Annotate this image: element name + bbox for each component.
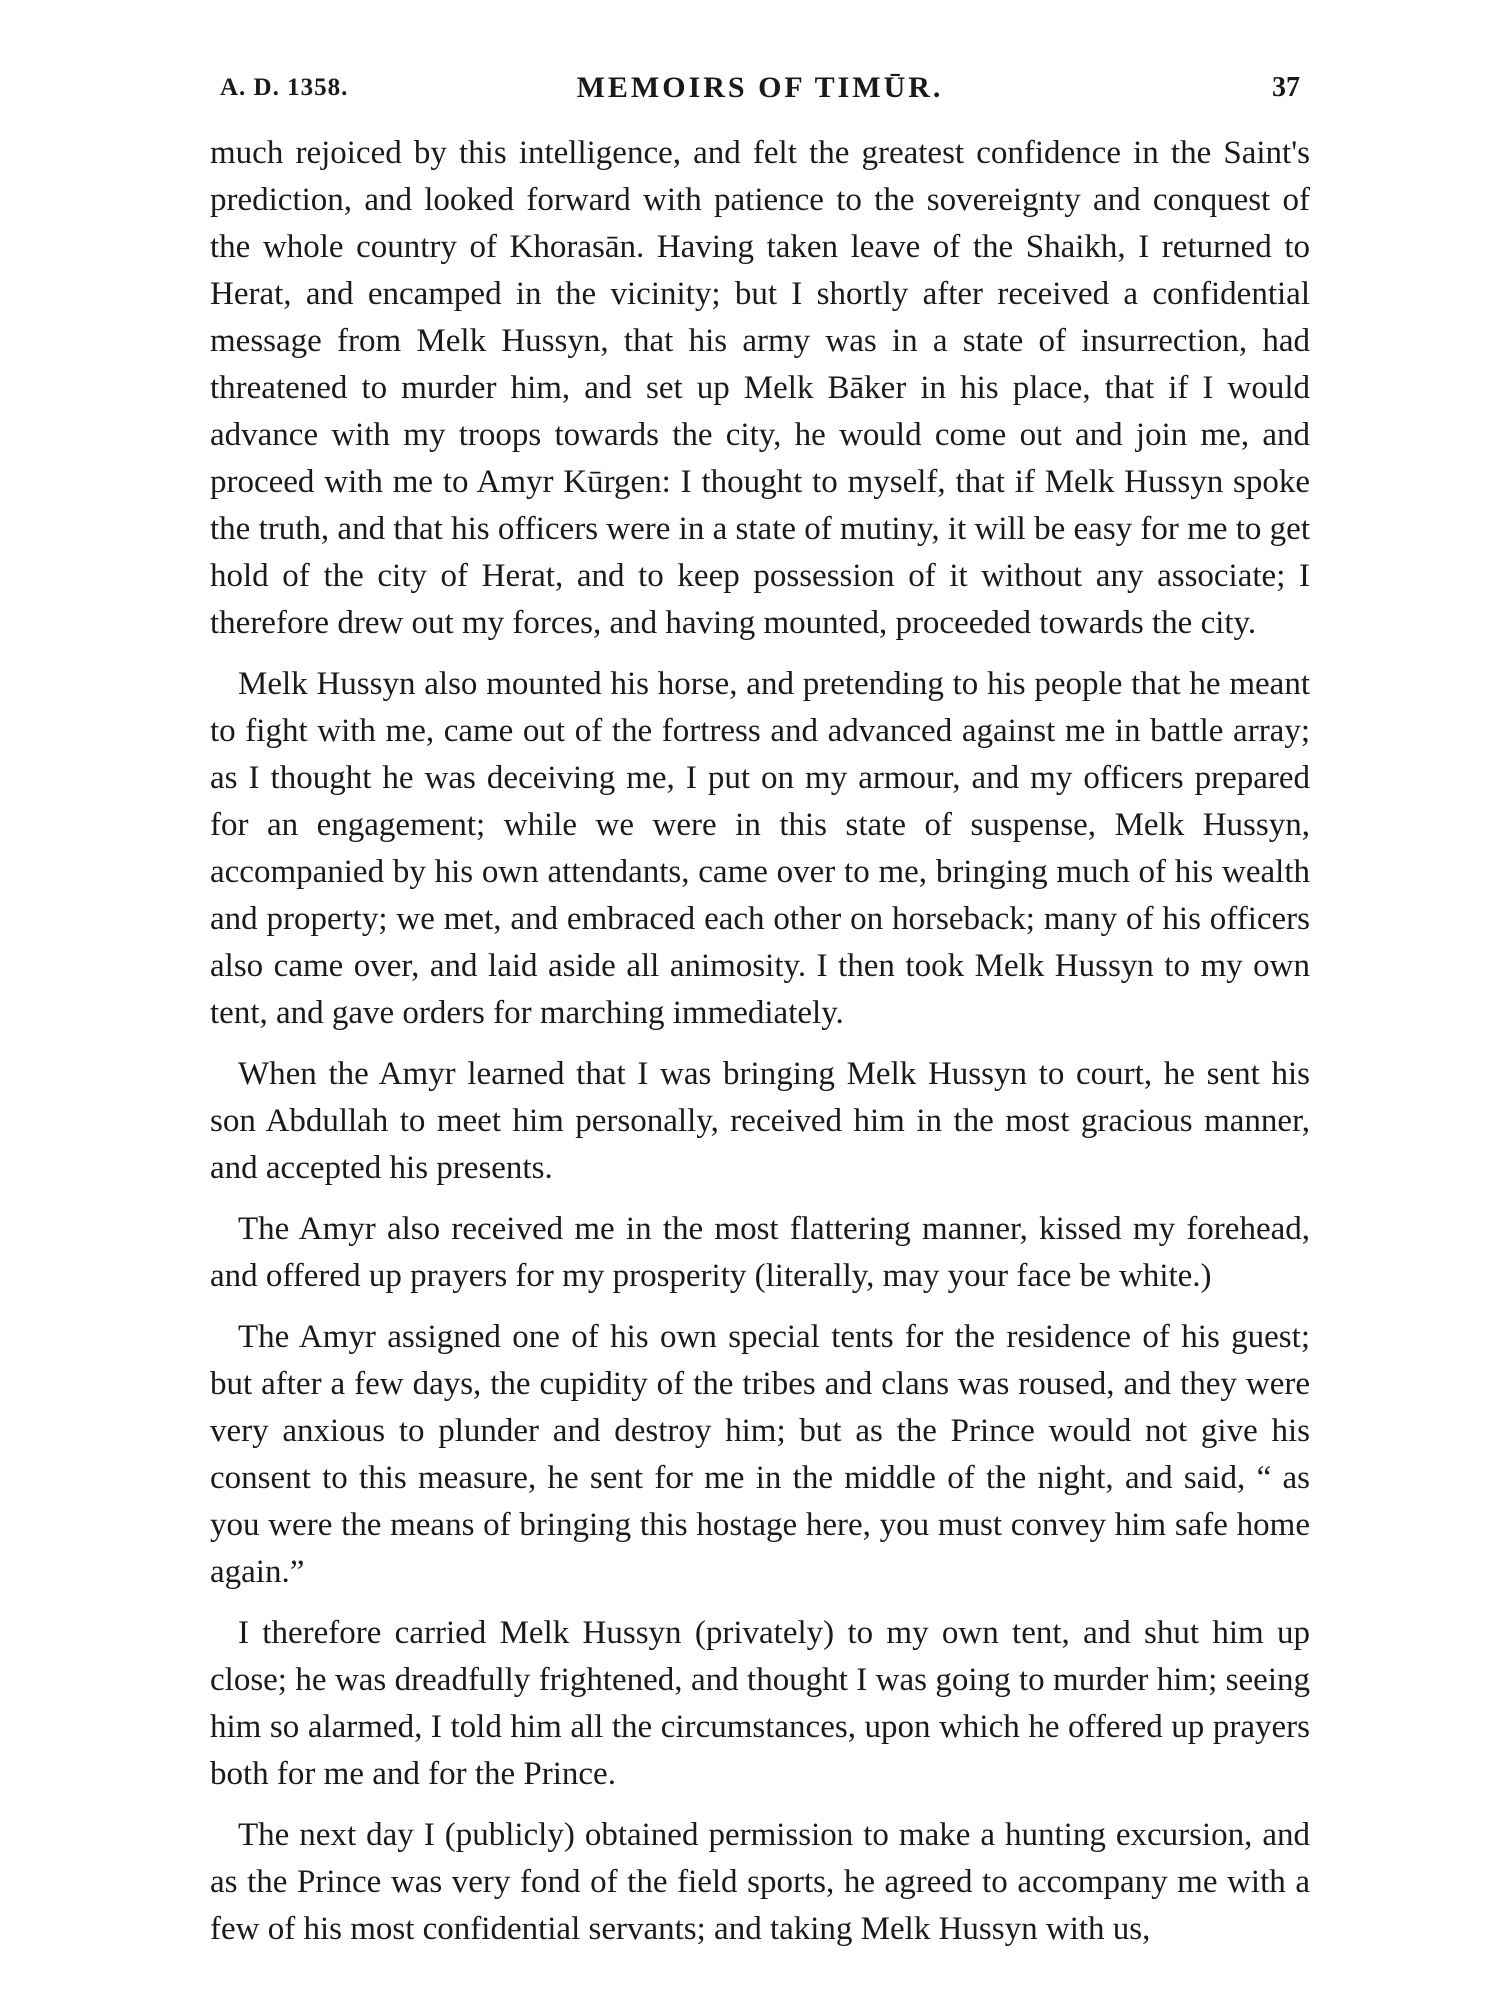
- paragraph-3: When the Amyr learned that I was bringing Melk Hussyn to court, he sent his son Abdullah to meet him personally, received him in the most gracious manner, and accepted his presents.: [210, 1056, 1310, 1186]
- running-header: [220, 66, 1300, 110]
- paragraph-7: The next day I (publicly) obtained permission to make a hunting excursion, and as the Prince was very fond of the field sports, he agreed to accompany me with a few of his most confidential servants; and taking Melk Hussyn with us,: [210, 1817, 1310, 1947]
- paragraph-1: much rejoiced by this intelligence, and felt the greatest confidence in the Saint's prediction, and looked forward with patience to the sovereignty and conquest of the whole country of Khorasān. Having taken leave of the Shaikh, I returned to Herat, and encamped in the vicinity; but I shortly after received a confidential message from Melk Hussyn, that his army was in a state of insurrection, had threatened to murder him, and set up Melk Bāker in his place, that if I would advance with my troops towards the city, he would come out and join me, and proceed with me to Amyr Kūrgen: I thought to myself, that if Melk Hussyn spoke the truth, and that his officers were in a state of mutiny, it will be easy for me to get hold of the city of Herat, and to keep possession of it without any associate; I therefore drew out my forces, and having mounted, proceeded towards the city.: [210, 135, 1310, 641]
- header-title: MEMOIRS OF TIMŪR.: [576, 71, 944, 104]
- paragraph-6: I therefore carried Melk Hussyn (privately) to my own tent, and shut him up close; he was dreadfully frightened, and thought I was going to murder him; seeing him so alarmed, I told him all the circumstances, upon which he offered up prayers both for me and for the Prince.: [210, 1615, 1310, 1792]
- body-text: [210, 130, 1310, 1953]
- paragraph-5: The Amyr assigned one of his own special tents for the residence of his guest; but after a few days, the cupidity of the tribes and clans was roused, and they were very anxious to plunder and destroy him; but as the Prince would not give his consent to this measure, he sent for me in the middle of the night, and said, “ as you were the means of bringing this hostage here, you must convey him safe home again.”: [210, 1319, 1310, 1590]
- page-number: 37: [1272, 72, 1300, 103]
- header-date: A. D. 1358.: [220, 74, 349, 101]
- paragraph-2: Melk Hussyn also mounted his horse, and pretending to his people that he meant to fight with me, came out of the fortress and advanced against me in battle array; as I thought he was deceiving me, I put on my armour, and my officers prepared for an engagement; while we were in this state of suspense, Melk Hussyn, accompanied by his own attendants, came over to me, bringing much of his wealth and property; we met, and embraced each other on horseback; many of his officers also came over, and laid aside all animosity. I then took Melk Hussyn to my own tent, and gave orders for marching immediately.: [210, 666, 1310, 1031]
- paragraph-4: The Amyr also received me in the most flattering manner, kissed my forehead, and offered up prayers for my prosperity (literally, may your face be white.): [210, 1211, 1310, 1294]
